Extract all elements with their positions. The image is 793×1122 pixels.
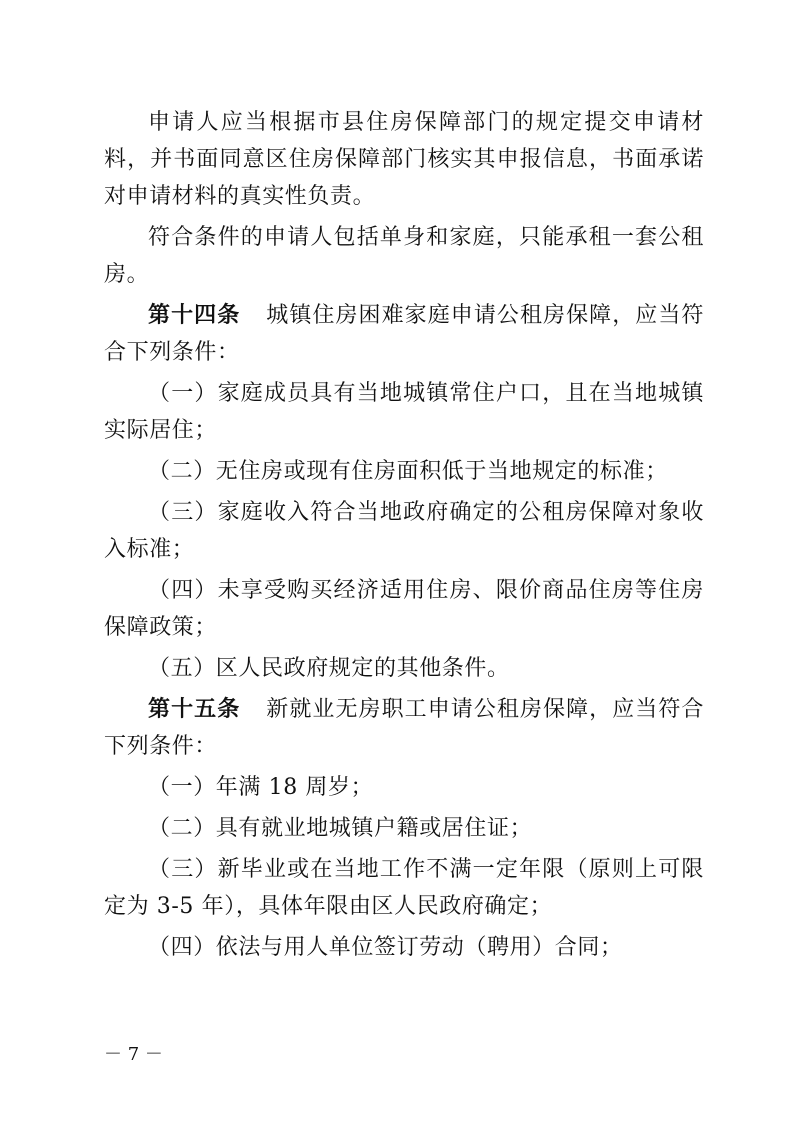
paragraph-text: （三）家庭收入符合当地政府确定的公租房保障对象收入标准； (104, 500, 704, 562)
document-body (104, 104, 704, 970)
paragraph-text: （三）新毕业或在当地工作不满一定年限（原则上可限定为 3-5 年），具体年限由区人民政府确定； (104, 857, 704, 919)
paragraph-text: 城镇住房困难家庭申请公租房保障，应当符合下列条件： (104, 303, 705, 365)
paragraph (104, 104, 704, 215)
paragraph (104, 219, 704, 293)
list-item (104, 494, 704, 568)
paragraph-text: 申请人应当根据市县住房保障部门的规定提交申请材料，并书面同意区住房保障部门核实其申报信息，书面承诺对申请材料的真实性负责。 (104, 110, 704, 209)
article-number: 第十五条 (148, 697, 241, 722)
article-paragraph (104, 297, 704, 371)
paragraph-text: （四）依法与用人单位签订劳动（聘用）合同； (148, 935, 623, 960)
paragraph-text: 符合条件的申请人包括单身和家庭，只能承租一套公租房。 (104, 225, 704, 287)
list-item (104, 929, 704, 966)
list-item (104, 453, 704, 490)
article-number: 第十四条 (148, 303, 241, 328)
article-paragraph (104, 691, 704, 765)
paragraph-text: （一）家庭成员具有当地城镇常住户口，且在当地城镇实际居住； (104, 381, 704, 443)
list-item (104, 572, 704, 646)
paragraph-text: （二）无住房或现有住房面积低于当地规定的标准； (148, 459, 668, 484)
list-item (104, 810, 704, 847)
list-item (104, 375, 704, 449)
paragraph-text: （二）具有就业地城镇户籍或居住证； (148, 816, 533, 841)
list-item (104, 851, 704, 925)
paragraph-text: （一）年满 18 周岁； (148, 775, 374, 800)
paragraph-text: （四）未享受购买经济适用住房、限价商品住房等住房保障政策； (104, 578, 704, 640)
list-item (104, 650, 704, 687)
paragraph-text: （五）区人民政府规定的其他条件。 (148, 656, 510, 681)
paragraph-text: 新就业无房职工申请公租房保障，应当符合下列条件： (104, 697, 705, 759)
page-number: － 7 － (104, 1044, 163, 1065)
list-item (104, 769, 704, 806)
